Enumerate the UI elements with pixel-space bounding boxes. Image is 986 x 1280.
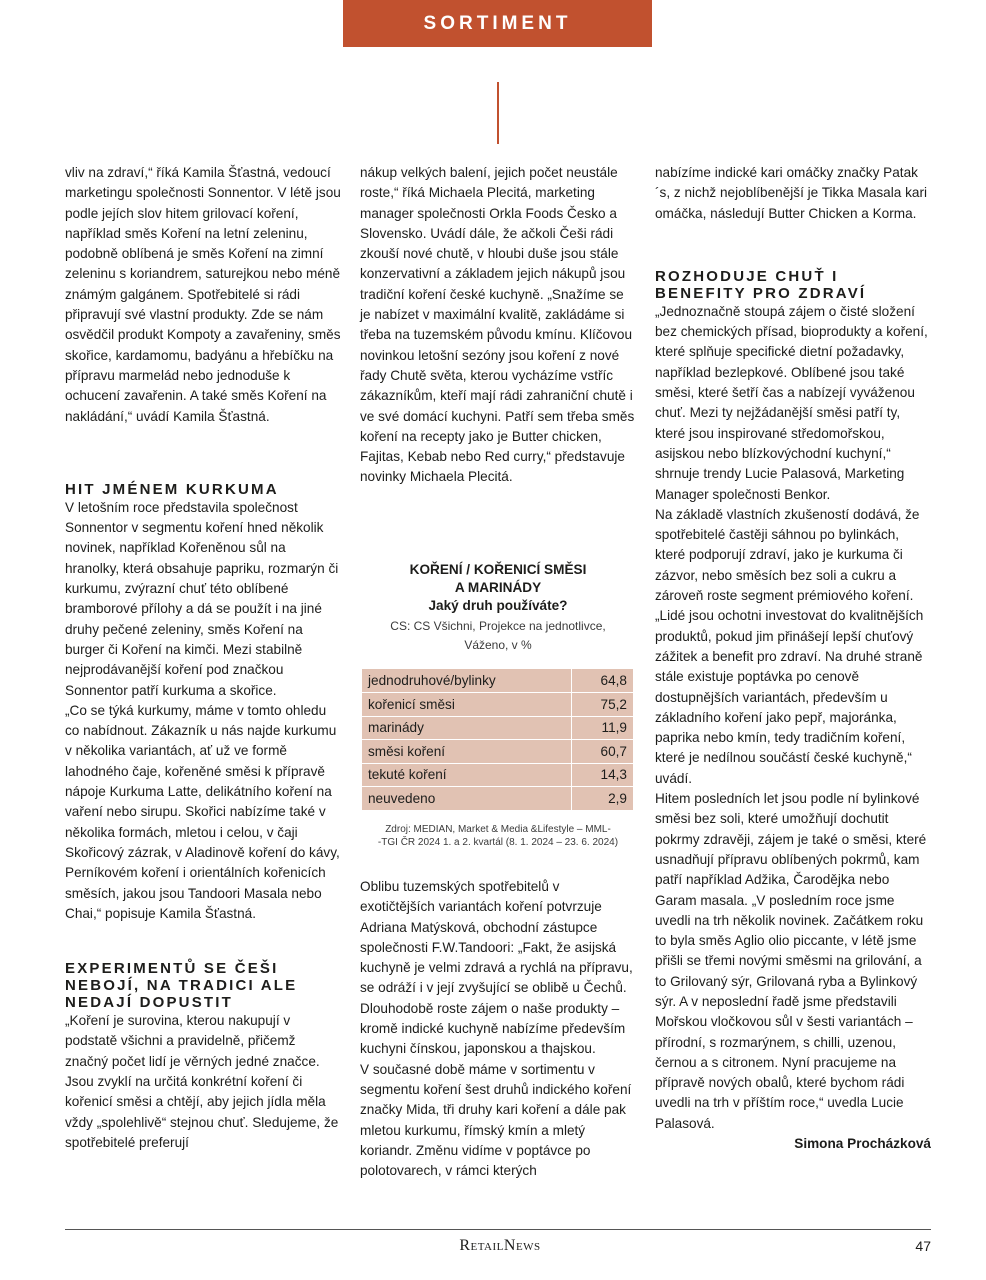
row-value: 11,9 (571, 716, 633, 740)
subheading: EXPERIMENTŮ SE ČEŠI NEBOJÍ, NA TRADICI ALE NEDAJÍ DOPUSTIT (65, 960, 298, 1012)
survey-table (362, 669, 633, 811)
paragraph: Oblibu tuzemských spotřebitelů v exotičtějších variantách koření potvrzuje Adriana Matýsková, obchodní zástupce společnosti F.W.Tandoori: „Fakt, že asijská kuchyně je velmi zdravá a rychlá na přípravu, se odráží i v její zvyšující se oblibě u Čechů. Dlouhodobě roste zájem o naše produkty – kromě indické kuchyně nabízíme především kuchyni čínskou, japonskou a thajskou. (360, 879, 633, 1057)
paragraph: V současné době máme v sortimentu v segmentu koření šest druhů indického koření značky Mida, tři druhy kari koření a dále pak mletou kurkumu, římský kmín a mletý koriandr. Změnu vidíme v poptávce po polotovarech, v rámci kterých (360, 1061, 632, 1179)
row-value: 60,7 (571, 740, 633, 764)
subheading: HIT JMÉNEM KURKUMA (65, 480, 279, 498)
paragraph: „Jednoznačně stoupá zájem o čisté složení bez chemických přísad, bioprodukty a koření, které splňuje specifické dietní požadavky, například bezlepkové. Oblíbené jsou také směsi, které šetří čas a nabízejí vyváženou chuť. Mezi ty nejžádanější směsi patří ty, které jsou inspirované středomořskou, asijskou nebo blízkovýchodní kuchyní,“ shrnuje trendy Lucie Palasová, Marketing Manager společnosti Benkor. (655, 303, 928, 502)
subheading: ROZHODUJE CHUŤ I BENEFITY PRO ZDRAVÍ (655, 267, 867, 302)
magazine-logo: RetailNews (459, 1237, 541, 1254)
table-question: Jaký druh používáte? (428, 598, 568, 613)
row-label: neuvedeno (362, 787, 571, 811)
paragraph: vliv na zdraví,“ říká Kamila Šťastná, vedoucí marketingu společnosti Sonnentor. V létě jsou podle jejích slov hitem grilovací koření, například směs Koření na letní zeleninu, podobně oblíbená je směs Koření na zimní zeleninu s koriandrem, saturejkou nebo méně známým galgánem. Spotřebitelé si rádi připravují své vlastní produkty. Zde se nám osvědčil produkt Kompoty a zavařeniny, směs skořice, kardamomu, badyánu a hřebíčku na přípravu marmelád nebo jednoduše k ochucení zavařenin. A také směs Koření na nakládání,“ uvádí Kamila Šťastná. (65, 165, 341, 424)
survey-table-box (360, 561, 636, 849)
column-3 (655, 163, 931, 1154)
table-source: Zdroj: MEDIAN, Market & Media &Lifestyle – MML- -TGI ČR 2024 1. a 2. kvartál (8. 1. 2024 – 23. 6. 2024) (377, 823, 619, 848)
table-row (362, 787, 633, 811)
row-label: marinády (362, 716, 571, 740)
row-value: 14,3 (571, 763, 633, 787)
table-row (362, 669, 633, 693)
page-number: 47 (915, 1238, 931, 1254)
paragraph: „Co se týká kurkumy, máme v tomto ohledu co nabídnout. Zákazník u nás najde kurkumu v několika variantách, ať už ve formě lahodného čaje, kořeněné směsi k přípravě nápoje Kurkuma Latte, delikátního koření na vaření nebo sirupu. Skořici nabízíme také v několika formách, mletou i celou, v čaji Skořicový zázrak, v Aladinově koření do kávy, Perníkovém koření i orientálních kořenicích směsích, jakou jsou Tandoori Masala nebo Chai,“ popisuje Kamila Šťastná. (65, 702, 340, 921)
section-header: SORTIMENT (343, 0, 652, 47)
paragraph: Na základě vlastních zkušeností dodává, že spotřebitelé častěji sáhnou po bylinkách, které podporují zdraví, jako je kurkuma či zázvor, nebo směsích bez soli a cukru a zároveň roste segment prémiového koření. „Lidé jsou ochotni investovat do kvalitnějších produktů, pokud jim přinášejí lepší chuťový zážitek a benefit pro zdraví. Na druhé straně stále existuje poptávka po cenově dostupnějších variantách, především u základního koření jako pepř, majoránka, paprika nebo kmín, tedy tradičním koření, které je nedílnou součástí české kuchyně,“ uvádí. (655, 506, 924, 786)
table-title: KOŘENÍ / KOŘENICÍ SMĚSI (409, 562, 587, 577)
table-row (362, 763, 633, 787)
row-label: kořenicí směsi (362, 693, 571, 717)
author-signature: Simona Procházková (794, 1136, 931, 1152)
footer-rule (65, 1229, 931, 1230)
row-label: tekuté koření (362, 763, 571, 787)
column-2-lower (360, 877, 636, 1181)
table-row (362, 693, 633, 717)
paragraph: nákup velkých balení, jejich počet neustále roste,“ říká Michaela Plecitá, marketing manager společnosti Orkla Foods Česko a Slovensko. Uvádí dále, že ačkoli Češi rádi zkouší nové chutě, v hloubi duše jsou stále konzervativní a základem jejich nákupů jsou tradiční koření české kuchyně. „Snažíme se je nabízet v maximální kvalitě, zakládáme si třeba na tuzemském původu kmínu. Klíčovou novinkou letošní sezóny jsou koření z nové řady Chutě světa, kterou vycházíme vstříc zákazníkům, kteří mají rádi zahraniční chutě i ve své domácí kuchyni. Patří sem třeba směs koření na recepty jako je Butter chicken, Fajitas, Kebab nebo Red curry,“ představuje novinky Michaela Plecitá. (360, 165, 635, 485)
paragraph: Hitem posledních let jsou podle ní bylinkové směsi bez soli, které umožňují dochutit pokrmy zdravěji, zájem je také o směsi, které usnadňují přípravu oblíbených pokrmů, kam patří například Adžika, Čarodějka nebo Garam masala. „V posledním roce jsme uvedli na trh několik novinek. Začátkem roku to byla směs Aglio olio piccante, v létě jsme přišli se třemi novými směsmi na grilování, a to Grilovaný sýr, Grilovaná ryba a Bylinkový sýr. A v neposlední řadě jsme představili Mořskou vločkovou sůl v šesti variantách – přírodní, s rozmarýnem, s chilli, uzenou, černou a s citronem. Nyní pracujeme na přípravě nových obalů, které bychom rádi uvedli na trh v příštím roce,“ uvedla Lucie Palasová. (655, 791, 927, 1131)
table-row (362, 740, 633, 764)
table-title: A MARINÁDY (454, 580, 542, 595)
paragraph: „Koření je surovina, kterou nakupují v podstatě všichni a pravidelně, přičemž značný počet lidí je věrných jedné značce. Jsou zvyklí na určitá konkrétní koření či kořenicí směsi a chtějí, aby jejich jídla měla vždy „spolehlivě“ stejnou chuť. Sledujeme, že spotřebitelé preferují (65, 1013, 339, 1150)
table-note: CS: CS Všichni, Projekce na jednotlivce, Váženo, v % (390, 619, 606, 652)
row-value: 64,8 (571, 669, 633, 693)
row-label: jednodruhové/bylinky (362, 669, 571, 693)
divider-line (497, 82, 499, 144)
column-1 (65, 163, 341, 1153)
column-2 (360, 163, 636, 488)
row-label: směsi koření (362, 740, 571, 764)
paragraph: V letošním roce představila společnost Sonnentor v segmentu koření hned několik novinek, například Kořeněnou sůl na hranolky, která obsahuje papriku, rozmarýn či kurkumu, zvýrazní chuť této oblíbené bramborové přílohy a dá se použít i na jiné druhy pečené zeleniny, směs Koření na burger či Koření na kimči. Mezi stabilně nejprodávanější koření pod značkou Sonnentor patří kurkuma a skořice. (65, 499, 339, 698)
paragraph: nabízíme indické kari omáčky značky Patak´s, z nichž nejoblíbenější je Tikka Masala kari omáčka, následují Butter Chicken a Korma. (655, 165, 927, 221)
row-value: 75,2 (571, 693, 633, 717)
table-row (362, 716, 633, 740)
row-value: 2,9 (571, 787, 633, 811)
